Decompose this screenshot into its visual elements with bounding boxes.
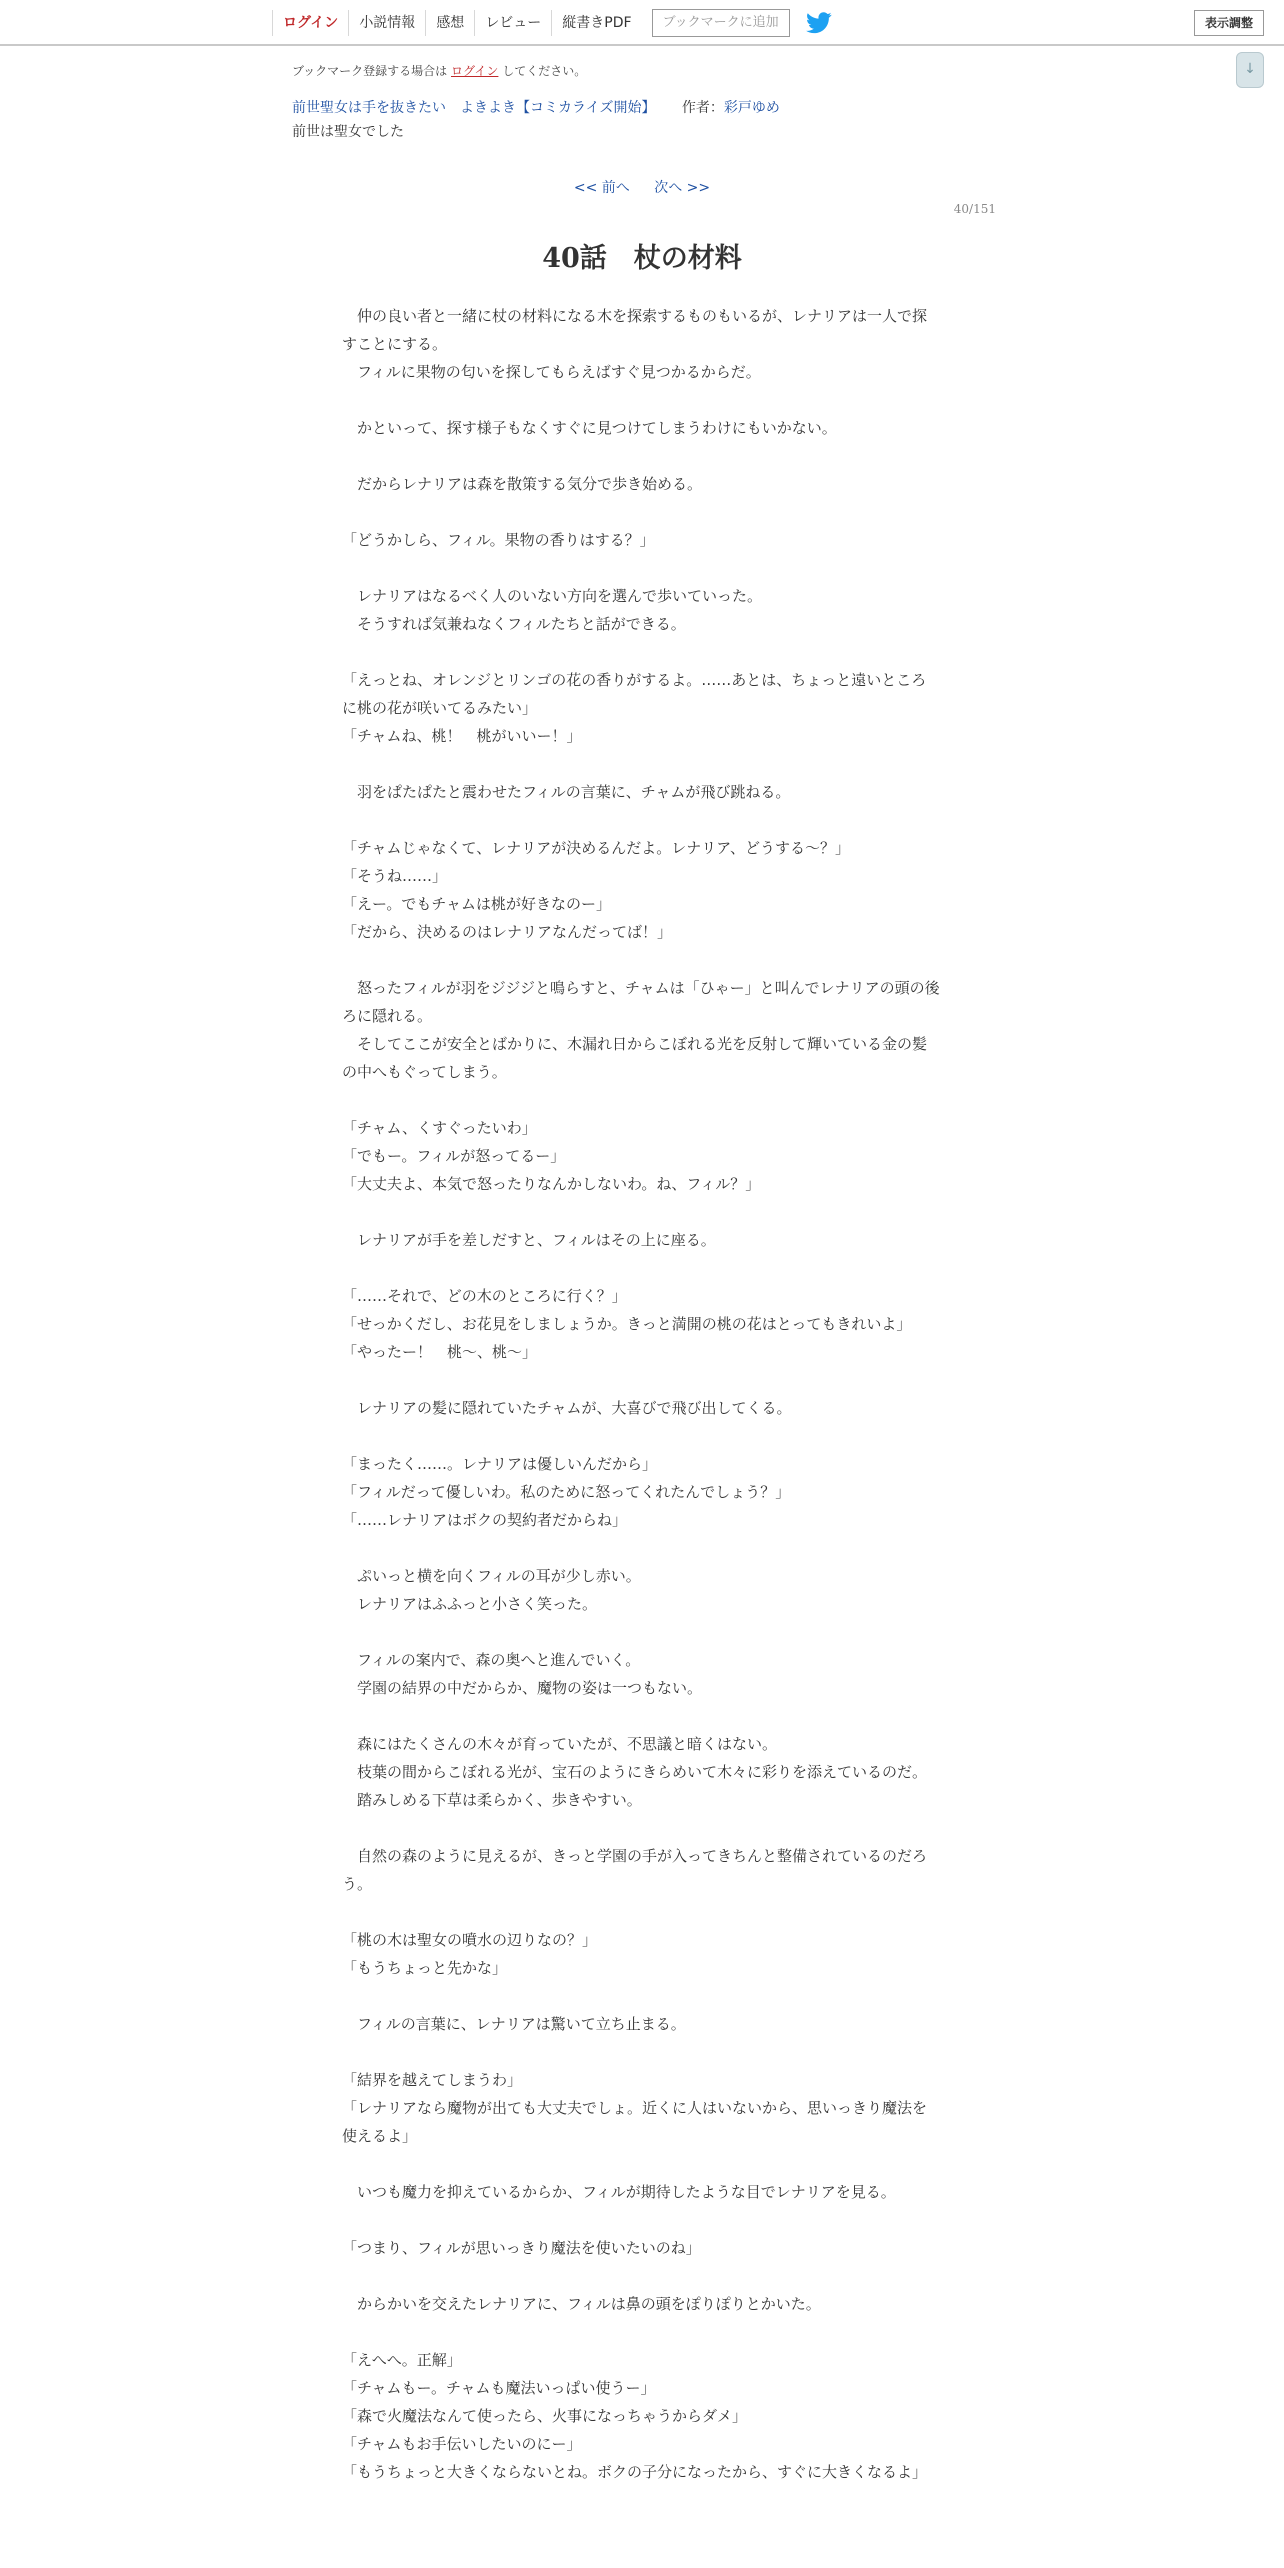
body-line: 「まったく……。レナリアは優しいんだから」 [342, 1455, 658, 1473]
body-line: からかいを交えたレナリアに、フィルは鼻の頭をぽりぽりとかいた。 [342, 2295, 821, 2313]
body-line: 「もうちょっと大きくならないとね。ボクの子分になったから、すぐに大きくなるよ」 [342, 2463, 928, 2481]
login-note-before: ブックマーク登録する場合は [292, 64, 448, 78]
add-bookmark-button[interactable]: ブックマークに追加 [652, 9, 790, 37]
body-line: 「……それで、どの木のところに行く？」 [342, 1287, 627, 1305]
body-line: フィルの言葉に、レナリアは驚いて立ち止まる。 [342, 2015, 686, 2033]
body-line: ぷいっと横を向くフィルの耳が少し赤い。 [342, 1567, 641, 1585]
body-line: 森にはたくさんの木々が育っていたが、不思議と暗くはない。 [342, 1735, 778, 1753]
body-line: そうすれば気兼ねなくフィルたちと話ができる。 [342, 615, 686, 633]
chapter-pager [0, 177, 1284, 197]
body-line: 「えっとね、オレンジとリンゴの花の香りがするよ。……あとは、ちょっと遠いところに桃の花が咲いてるみたい」 [342, 671, 927, 717]
author-label: 作者： [681, 100, 724, 116]
body-line [342, 1814, 940, 1842]
body-line [342, 946, 940, 974]
body-line [342, 1366, 940, 1394]
login-note [292, 62, 586, 79]
body-line [342, 750, 940, 778]
impressions-link[interactable]: 感想 [425, 10, 474, 36]
body-line: 「レナリアなら魔物が出ても大丈夫でしょ。近くに人はいないから、思いっきり魔法を使えるよ」 [342, 2099, 928, 2145]
body-line: 「チャムじゃなくて、レナリアが決めるんだよ。レナリア、どうする～？」 [342, 839, 851, 857]
body-line [342, 1422, 940, 1450]
prev-chapter-link[interactable]: << 前へ [573, 180, 630, 196]
login-link[interactable]: ログイン [272, 10, 348, 36]
chapter-count: 40/151 [953, 202, 996, 216]
body-line: 「森で火魔法なんて使ったら、火事になっちゃうからダメ」 [342, 2407, 748, 2425]
body-line [342, 1982, 940, 2010]
body-line [342, 1198, 940, 1226]
chapter-group-title: 前世は聖女でした [292, 124, 404, 140]
body-line: 「桃の木は聖女の噴水の辺りなの？」 [342, 1931, 598, 1949]
body-line [342, 442, 940, 470]
vertical-pdf-link[interactable]: 縦書きPDF [551, 10, 641, 36]
body-line: いつも魔力を抑えているからか、フィルが期待したような目でレナリアを見る。 [342, 2183, 896, 2201]
display-settings-button[interactable]: 表示調整 [1194, 10, 1264, 36]
body-line: 「チャムもお手伝いしたいのにー」 [342, 2435, 582, 2453]
novel-body [342, 302, 940, 2486]
top-navigation-bar [0, 0, 1284, 46]
body-line: 羽をぱたぱたと震わせたフィルの言葉に、チャムが飛び跳ねる。 [342, 783, 791, 801]
body-line: 「せっかくだし、お花見をしましょうか。きっと満開の桃の花はとってもきれいよ」 [342, 1315, 912, 1333]
body-line: 「結界を越えてしまうわ」 [342, 2071, 523, 2089]
body-line: 「……レナリアはボクの契約者だからね」 [342, 1511, 628, 1529]
body-line [342, 1618, 940, 1646]
body-line [342, 806, 940, 834]
login-note-after: してください。 [502, 64, 587, 78]
body-line: 仲の良い者と一緒に杖の材料になる木を探索するものもいるが、レナリアは一人で探すことにする。 [342, 307, 928, 353]
body-line [342, 1086, 940, 1114]
body-line: レナリアはなるべく人のいない方向を選んで歩いていった。 [342, 587, 763, 605]
body-line [342, 2206, 940, 2234]
review-link[interactable]: レビュー [474, 10, 551, 36]
body-line: 「フィルだって優しいわ。私のために怒ってくれたんでしょう？」 [342, 1483, 791, 1501]
body-line [342, 1254, 940, 1282]
body-line [342, 2318, 940, 2346]
body-line: フィルの案内で、森の奥へと進んでいく。 [342, 1651, 641, 1669]
body-line: レナリアが手を差しだすと、フィルはその上に座る。 [342, 1231, 716, 1249]
author-link[interactable]: 彩戸ゆめ [723, 100, 780, 116]
body-line: かといって、探す様子もなくすぐに見つけてしまうわけにもいかない。 [342, 419, 837, 437]
body-line [342, 638, 940, 666]
body-line: 怒ったフィルが羽をジジジと鳴らすと、チャムは「ひゃー」と叫んでレナリアの頭の後ろに隠れる。 [342, 979, 940, 1025]
body-line: 「えー。でもチャムは桃が好きなのー」 [342, 895, 611, 913]
body-line: レナリアの髪に隠れていたチャムが、大喜びで飛び出してくる。 [342, 1399, 792, 1417]
body-line [342, 2262, 940, 2290]
body-line: 枝葉の間からこぼれる光が、宝石のようにきらめいて木々に彩りを添えているのだ。 [342, 1763, 928, 1781]
body-line [342, 1702, 940, 1730]
next-chapter-link[interactable]: 次へ >> [654, 180, 711, 196]
series-title-link[interactable]: 前世聖女は手を抜きたい よきよき【コミカライズ開始】 [292, 100, 656, 116]
body-line [342, 1898, 940, 1926]
body-line [342, 386, 940, 414]
body-line: 自然の森のように見えるが、きっと学園の手が入ってきちんと整備されているのだろう。 [342, 1847, 928, 1893]
body-line: 「大丈夫よ、本気で怒ったりなんかしないわ。ね、フィル？」 [342, 1175, 761, 1193]
twitter-bird-icon[interactable] [806, 12, 832, 34]
body-line: フィルに果物の匂いを探してもらえばすぐ見つかるからだ。 [342, 363, 761, 381]
main-nav [272, 0, 832, 46]
body-line: 「チャム、くすぐったいわ」 [342, 1119, 537, 1137]
login-note-link[interactable]: ログイン [451, 64, 499, 78]
body-line [342, 554, 940, 582]
body-line [342, 498, 940, 526]
body-line [342, 2150, 940, 2178]
body-line: 「やったー！ 桃～、桃～」 [342, 1343, 538, 1361]
novel-info-link[interactable]: 小説情報 [348, 10, 425, 36]
body-line: 学園の結界の中だからか、魔物の姿は一つもない。 [342, 1679, 703, 1697]
body-line: 「チャムね、桃！ 桃がいいー！」 [342, 727, 582, 745]
body-line: 「えへへ。正解」 [342, 2351, 462, 2369]
body-line: 「どうかしら、フィル。果物の香りはする？」 [342, 531, 655, 549]
body-line [342, 2038, 940, 2066]
body-line: だからレナリアは森を散策する気分で歩き始める。 [342, 475, 703, 493]
series-line [292, 97, 780, 117]
body-line: 踏みしめる下草は柔らかく、歩きやすい。 [342, 1791, 642, 1809]
body-line: 「つまり、フィルが思いっきり魔法を使いたいのね」 [342, 2239, 701, 2257]
body-line: 「でもー。フィルが怒ってるー」 [342, 1147, 566, 1165]
body-line: 「だから、決めるのはレナリアなんだってば！」 [342, 923, 673, 941]
body-line: 「そうね……」 [342, 867, 448, 885]
scroll-down-button[interactable]: ↓ [1236, 52, 1264, 88]
body-line: 「もうちょっと先かな」 [342, 1959, 508, 1977]
body-line: レナリアはふふっと小さく笑った。 [342, 1595, 598, 1613]
body-line: そしてここが安全とばかりに、木漏れ日からこぼれる光を反射して輝いている金の髪の中へもぐってしまう。 [342, 1035, 928, 1081]
body-line [342, 1534, 940, 1562]
body-line: 「チャムもー。チャムも魔法いっぱい使うー」 [342, 2379, 656, 2397]
chapter-title: 40話 杖の材料 [542, 243, 742, 274]
